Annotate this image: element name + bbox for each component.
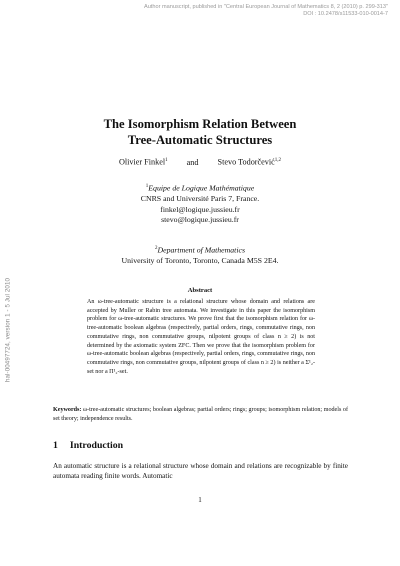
abstract-heading: Abstract <box>187 287 213 294</box>
hal-identifier: hal-00497724, version 1 - 5 Jul 2010 <box>4 277 12 383</box>
affiliation-1 <box>60 182 340 226</box>
page-number: 1 <box>198 496 202 504</box>
author-conjunction: and <box>186 157 199 167</box>
author-list <box>60 155 340 168</box>
paper-title <box>50 116 350 148</box>
section-number: 1 <box>53 440 58 451</box>
section-title: Introduction <box>69 440 124 451</box>
introduction-paragraph: An automatic structure is a relational structure whose domain and relations are recognizable by finite automata reading finite words. Automatic <box>53 462 348 480</box>
affiliation-2-institution: University of Toronto, Toronto, Canada M5S 2E4. <box>121 256 279 266</box>
affiliation-1-name: Equipe de Logique Mathématique <box>148 183 255 193</box>
author-todorcevic-affil: 1,2 <box>274 158 282 163</box>
affiliation-1-institution: CNRS and Université Paris 7, France. <box>140 194 260 204</box>
affiliation-1-marker: 1 <box>145 184 149 189</box>
affiliation-2-marker: 2 <box>155 246 158 251</box>
keywords-label: Keywords: <box>53 407 82 413</box>
author-todorcevic: Stevo Todorčević <box>217 157 275 167</box>
hal-sidebar-stamp <box>2 224 14 436</box>
abstract-text: An ω-tree-automatic structure is a relational structure whose domain and relations are accepted by Muller or Rabin tree automata. We investigate in this paper the isomorphism problem for ω-tree-automatic structures. We prove first that the isomorphism relation for ω-tree-automatic boolean algebras (respectively, partial orders, rings, commutative rings, non commutative rings, non commutative groups, nilpotent groups of class n ≥ 2) is not determined by the axiomatic system ZFC. Then we prove that the isomorphism problem for ω-tree-automatic boolean algebras (respectively, partial orders, rings, commutative rings, non commutative rings, non commutative groups, nilpotent groups of class n ≥ 2) is neither a Σ¹₂-set nor a Π¹₂-set. <box>87 299 315 375</box>
title-line-2: Tree-Automatic Structures <box>127 133 273 147</box>
affiliation-1-email-stevo[interactable]: stevo@logique.jussieu.fr <box>161 215 239 225</box>
affiliation-2-name: Department of Mathematics <box>157 245 245 255</box>
publication-header <box>88 4 388 18</box>
affiliation-1-email-finkel[interactable]: finkel@logique.jussieu.fr <box>160 204 240 214</box>
keywords-paragraph <box>53 406 348 423</box>
title-line-1: The Isomorphism Relation Between <box>103 117 297 131</box>
author-finkel-affil: 1 <box>165 158 168 163</box>
header-doi: DOI : 10.2478/s11533-010-0014-7 <box>303 11 388 17</box>
keywords-list: ω-tree-automatic structures; boolean algebras; partial orders; rings; groups; isomorphism relation; models of set theory; independence results. <box>53 407 348 422</box>
header-citation: Author manuscript, published in "Central European Journal of Mathematics 8, 2 (2010) p. 299-313" <box>143 4 388 10</box>
affiliation-2 <box>60 244 340 267</box>
section-heading-introduction <box>53 440 348 451</box>
author-finkel: Olivier Finkel <box>118 157 166 167</box>
